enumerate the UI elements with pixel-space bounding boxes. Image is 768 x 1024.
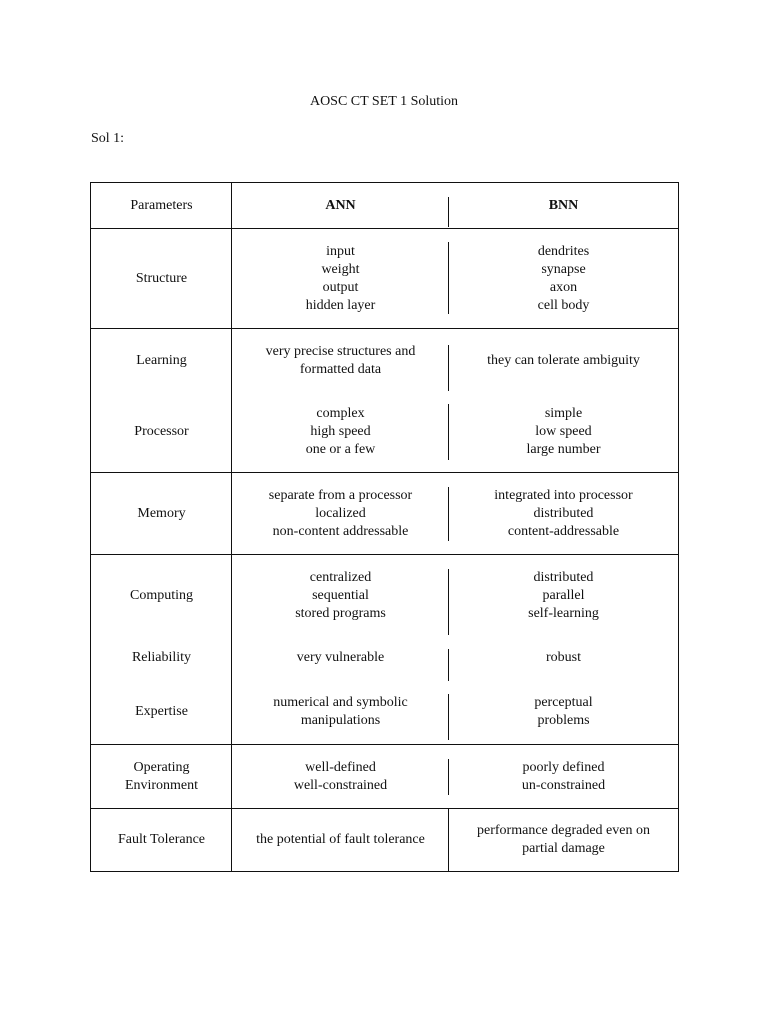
ann-cell	[232, 555, 449, 636]
bnn-line: robust	[546, 650, 581, 665]
param-text: Processor	[134, 424, 189, 439]
bnn-line: distributed	[533, 505, 594, 521]
param-text: Operating	[133, 759, 190, 775]
param-cell	[91, 745, 232, 808]
bnn-line: synapse	[541, 261, 586, 277]
param-cell	[91, 555, 232, 636]
ann-line: hidden layer	[305, 297, 376, 313]
bnn-line: low speed	[535, 424, 592, 439]
bnn-cell	[449, 680, 678, 744]
ann-line: sequential	[312, 587, 369, 603]
bnn-cell	[449, 809, 678, 871]
ann-line: one or a few	[305, 442, 376, 457]
bnn-cell	[449, 473, 678, 554]
ann-cell	[232, 680, 449, 744]
bnn-line: content-addressable	[507, 523, 620, 539]
bnn-cell	[449, 555, 678, 636]
ann-line: centralized	[309, 569, 372, 585]
bnn-line: simple	[544, 406, 583, 421]
ann-line: very vulnerable	[296, 650, 385, 665]
param-text: Computing	[129, 587, 193, 603]
ann-line: stored programs	[295, 605, 386, 621]
param-text: Fault Tolerance	[117, 832, 205, 847]
param-text: Environment	[124, 777, 199, 793]
bnn-line: cell body	[537, 297, 590, 313]
ann-line: separate from a processor	[268, 487, 413, 503]
bnn-line: poorly defined	[522, 759, 605, 775]
param-cell	[91, 329, 232, 392]
ann-line: input	[326, 243, 355, 259]
ann-cell	[232, 636, 449, 680]
param-cell	[91, 229, 232, 328]
ann-cell	[232, 745, 449, 808]
bnn-line: parallel	[542, 587, 585, 603]
ann-line: the potential of fault tolerance	[256, 832, 425, 847]
table-row-reliability	[91, 636, 678, 680]
table-header-row	[91, 183, 678, 228]
table-row-memory	[91, 472, 678, 554]
bnn-cell	[449, 229, 678, 328]
bnn-line: integrated into processor	[494, 487, 633, 503]
ann-line: well-constrained	[293, 777, 388, 793]
bnn-line: problems	[537, 713, 590, 728]
ann-cell	[232, 809, 449, 871]
param-cell	[91, 473, 232, 554]
bnn-cell	[449, 329, 678, 392]
table-row-processor	[91, 392, 678, 472]
table-row-fault-tolerance	[91, 808, 678, 871]
table-row-operating-environment	[91, 744, 678, 808]
param-text: Reliability	[131, 650, 192, 665]
param-text: Expertise	[135, 704, 188, 719]
ann-line: well-defined	[305, 759, 376, 775]
ann-line: numerical and symbolic	[273, 695, 408, 710]
bnn-line: dendrites	[537, 243, 590, 259]
ann-line: formatted data	[299, 361, 382, 377]
ann-cell	[232, 229, 449, 328]
ann-line: manipulations	[300, 713, 381, 728]
param-text: Structure	[135, 270, 188, 286]
param-text: Memory	[137, 505, 186, 521]
ann-line: high speed	[310, 424, 371, 439]
bnn-line: they can tolerate ambiguity	[487, 352, 640, 368]
param-text: Learning	[136, 352, 187, 368]
bnn-line: self-learning	[528, 605, 599, 621]
ann-cell	[232, 473, 449, 554]
ann-cell	[232, 392, 449, 472]
ann-line: output	[322, 279, 359, 295]
ann-line: localized	[315, 505, 366, 521]
ann-cell	[232, 329, 449, 392]
bnn-line: axon	[549, 279, 578, 295]
bnn-cell	[449, 636, 678, 680]
table-row-expertise	[91, 680, 678, 744]
bnn-line: perceptual	[534, 695, 593, 710]
table-row-computing	[91, 554, 678, 636]
ann-line: very precise structures and	[265, 343, 416, 359]
bnn-line: performance degraded even on	[477, 823, 650, 838]
bnn-line: partial damage	[522, 841, 605, 856]
bnn-line: large number	[526, 442, 601, 457]
bnn-line: un-constrained	[521, 777, 606, 793]
document-title: AOSC CT SET 1 Solution	[309, 94, 459, 109]
param-cell	[91, 680, 232, 744]
bnn-cell	[449, 745, 678, 808]
solution-label: Sol 1:	[91, 131, 125, 146]
param-cell	[91, 392, 232, 472]
header-bnn: BNN	[548, 197, 579, 213]
comparison-table	[90, 182, 679, 872]
bnn-line: distributed	[533, 569, 594, 585]
ann-line: weight	[321, 261, 360, 277]
table-row-structure	[91, 228, 678, 328]
ann-line: complex	[316, 406, 365, 421]
param-cell	[91, 636, 232, 680]
table-row-learning	[91, 328, 678, 392]
ann-line: non-content addressable	[272, 523, 409, 539]
header-ann: ANN	[325, 197, 356, 213]
header-parameters: Parameters	[130, 197, 193, 213]
bnn-cell	[449, 392, 678, 472]
param-cell	[91, 809, 232, 871]
